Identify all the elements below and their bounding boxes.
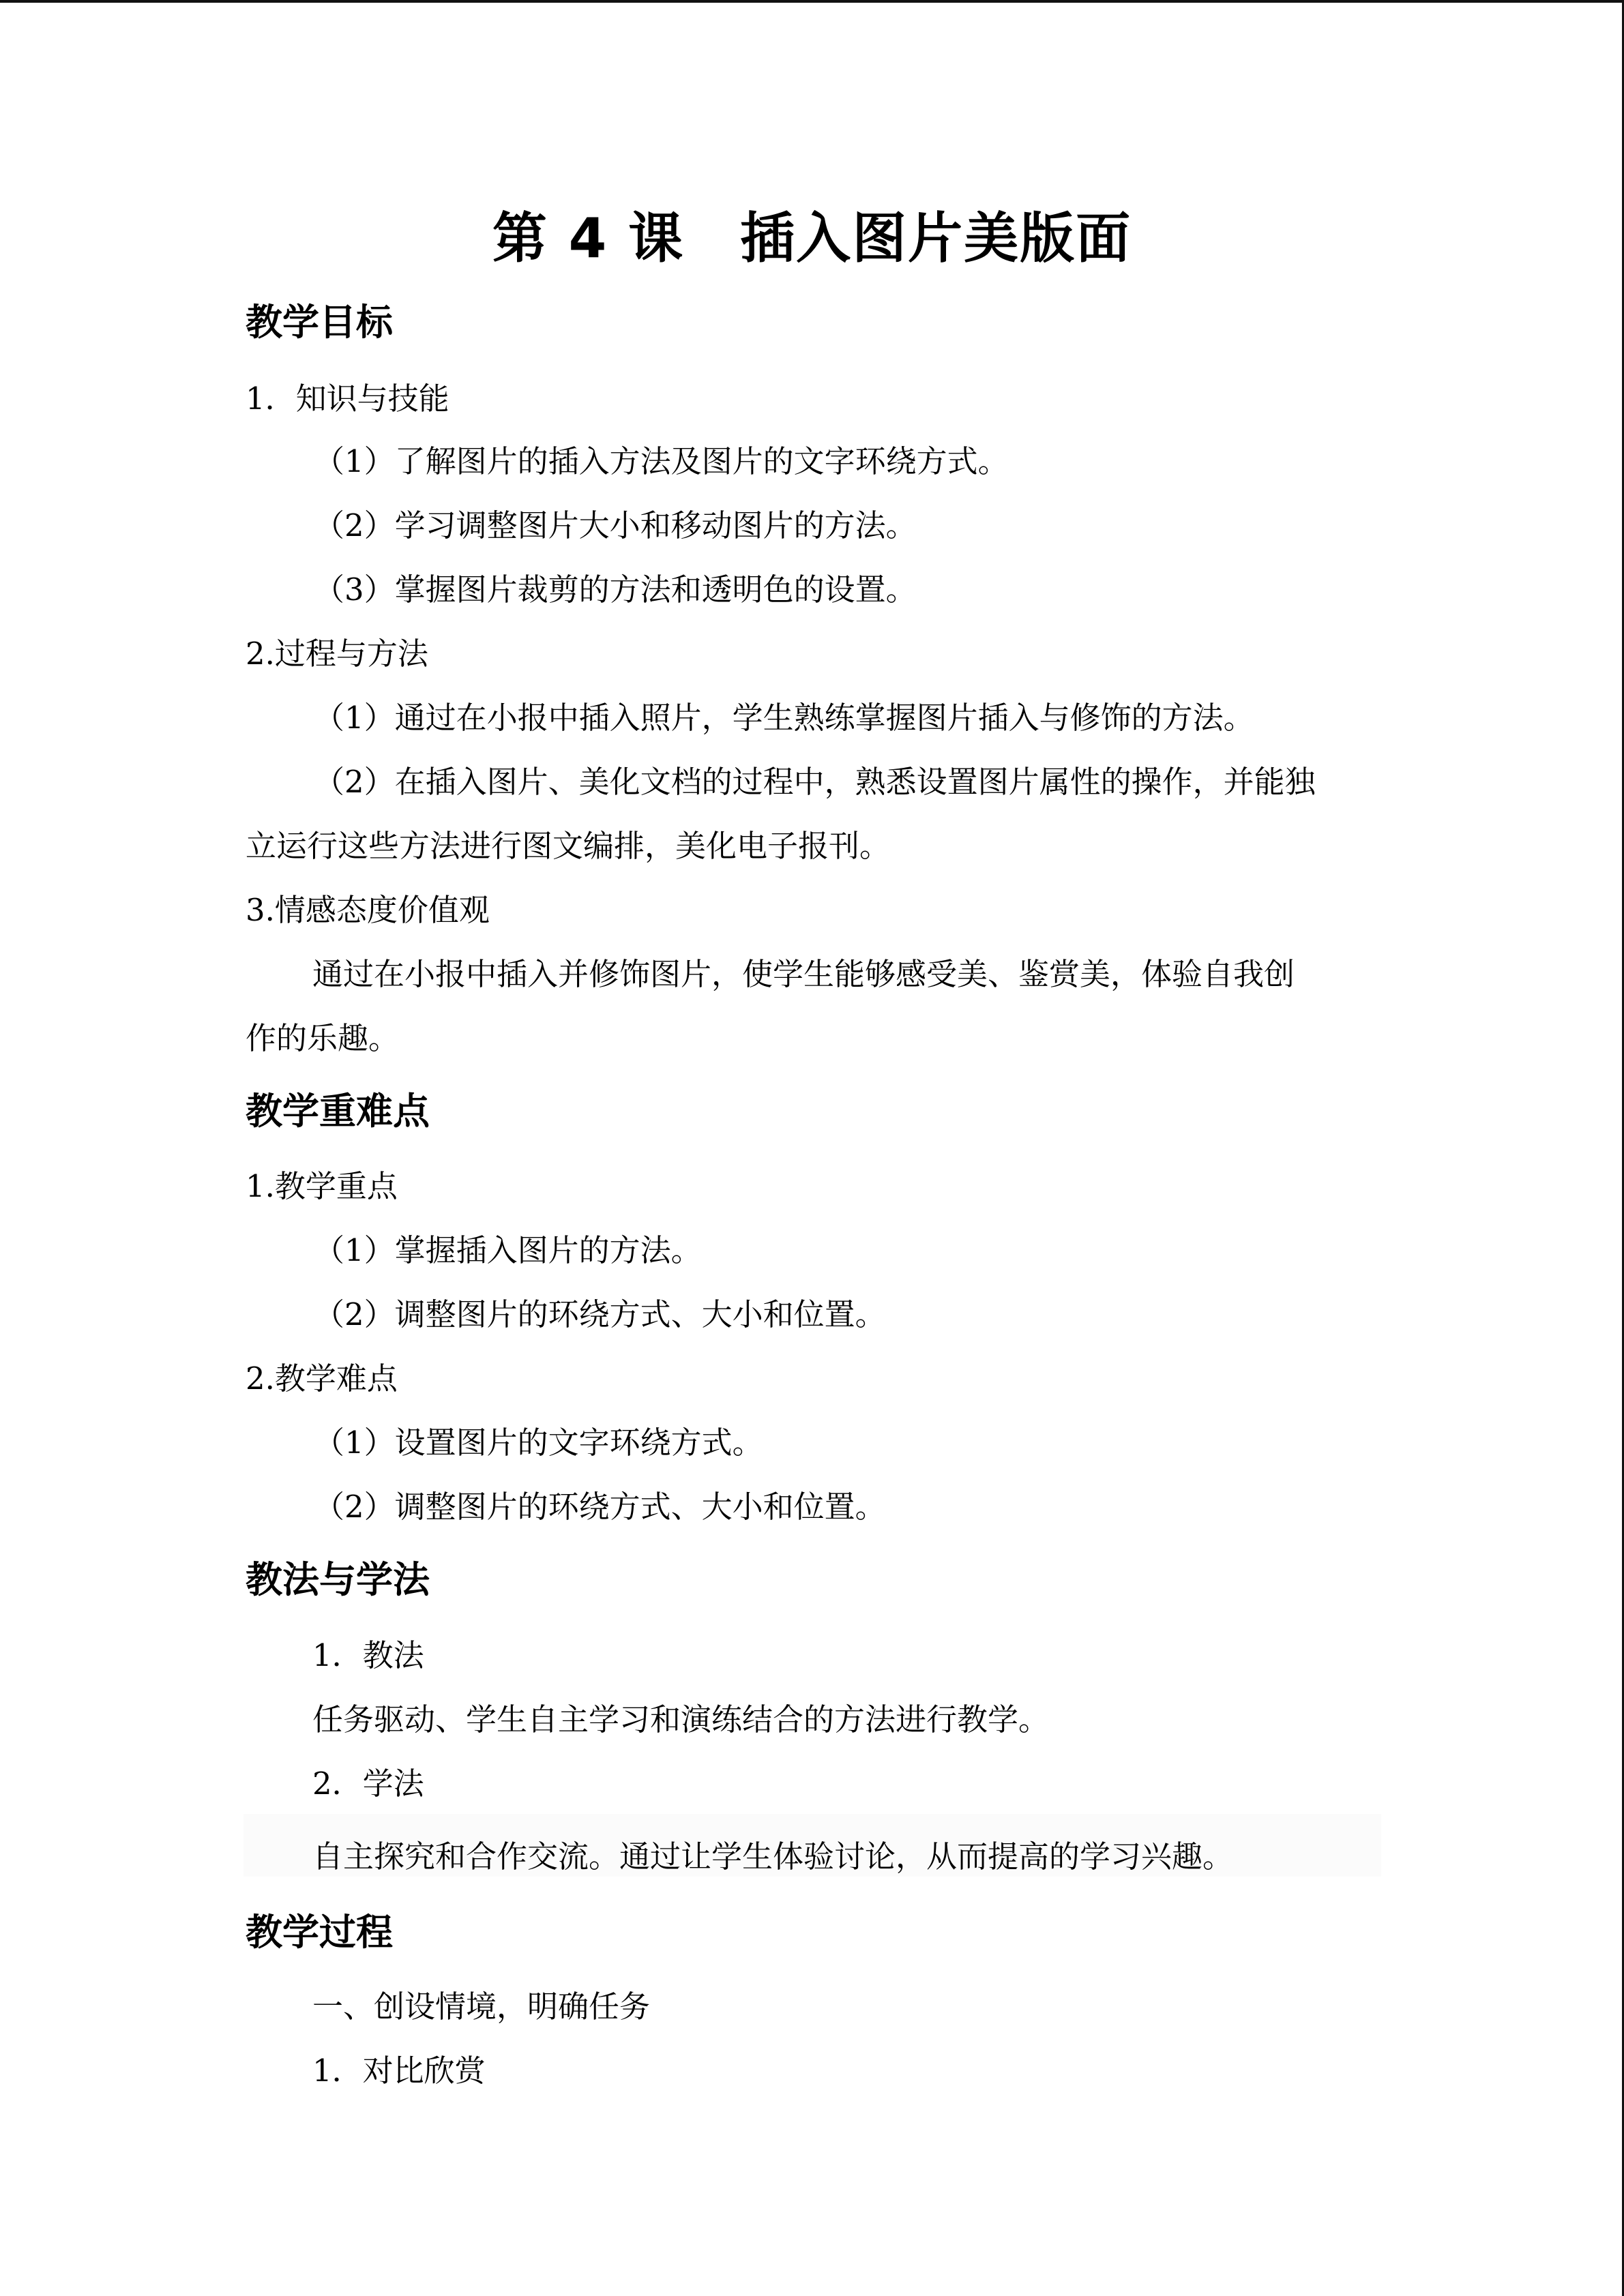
section-heading-process: 教学过程 (246, 1911, 393, 1954)
list-item: （2）学习调整图片大小和移动图片的方法。 (314, 507, 917, 543)
page-title: 第 4 课 插入图片美版面 (492, 207, 1132, 270)
list-item: （1）掌握插入图片的方法。 (314, 1232, 702, 1268)
list-item: （1）设置图片的文字环绕方式。 (314, 1425, 763, 1461)
sub-step-heading: 1．对比欣赏 (312, 2053, 486, 2089)
list-item-continuation: 立运行这些方法进行图文编排，美化电子报刊。 (246, 828, 891, 864)
section-heading-objectives: 教学目标 (246, 301, 393, 344)
subsection-focus-label: 1.教学重点 (246, 1168, 398, 1204)
paragraph-line: 任务驱动、学生自主学习和演练结合的方法进行教学。 (312, 1701, 1050, 1738)
section-heading-key-points: 教学重难点 (246, 1090, 430, 1133)
list-item: （2）在插入图片、美化文档的过程中，熟悉设置图片属性的操作，并能独 (314, 764, 1316, 800)
paragraph-line: 自主探究和合作交流。通过让学生体验讨论，从而提高的学习兴趣。 (312, 1838, 1234, 1875)
list-item: （2）调整图片的环绕方式、大小和位置。 (314, 1489, 886, 1525)
list-item: （3）掌握图片裁剪的方法和透明色的设置。 (314, 571, 917, 608)
subsection-process-label: 2.过程与方法 (246, 636, 428, 672)
list-item: （1）了解图片的插入方法及图片的文字环绕方式。 (314, 443, 1009, 479)
list-item: （1）通过在小报中插入照片，学生熟练掌握图片插入与修饰的方法。 (314, 700, 1254, 736)
paragraph-line: 通过在小报中插入并修饰图片，使学生能够感受美、鉴赏美，体验自我创 (312, 956, 1295, 992)
subsection-learning-label: 2．学法 (312, 1765, 424, 1802)
subsection-difficulty-label: 2.教学难点 (246, 1360, 398, 1397)
list-item: （2）调整图片的环绕方式、大小和位置。 (314, 1296, 886, 1332)
paragraph-line: 作的乐趣。 (246, 1020, 400, 1056)
section-heading-methods: 教法与学法 (246, 1558, 430, 1601)
step-heading: 一、创设情境，明确任务 (312, 1988, 651, 2025)
subsection-knowledge-label: 1．知识与技能 (246, 381, 449, 417)
subsection-attitude-label: 3.情感态度价值观 (246, 892, 490, 928)
subsection-teaching-label: 1．教法 (312, 1637, 424, 1673)
